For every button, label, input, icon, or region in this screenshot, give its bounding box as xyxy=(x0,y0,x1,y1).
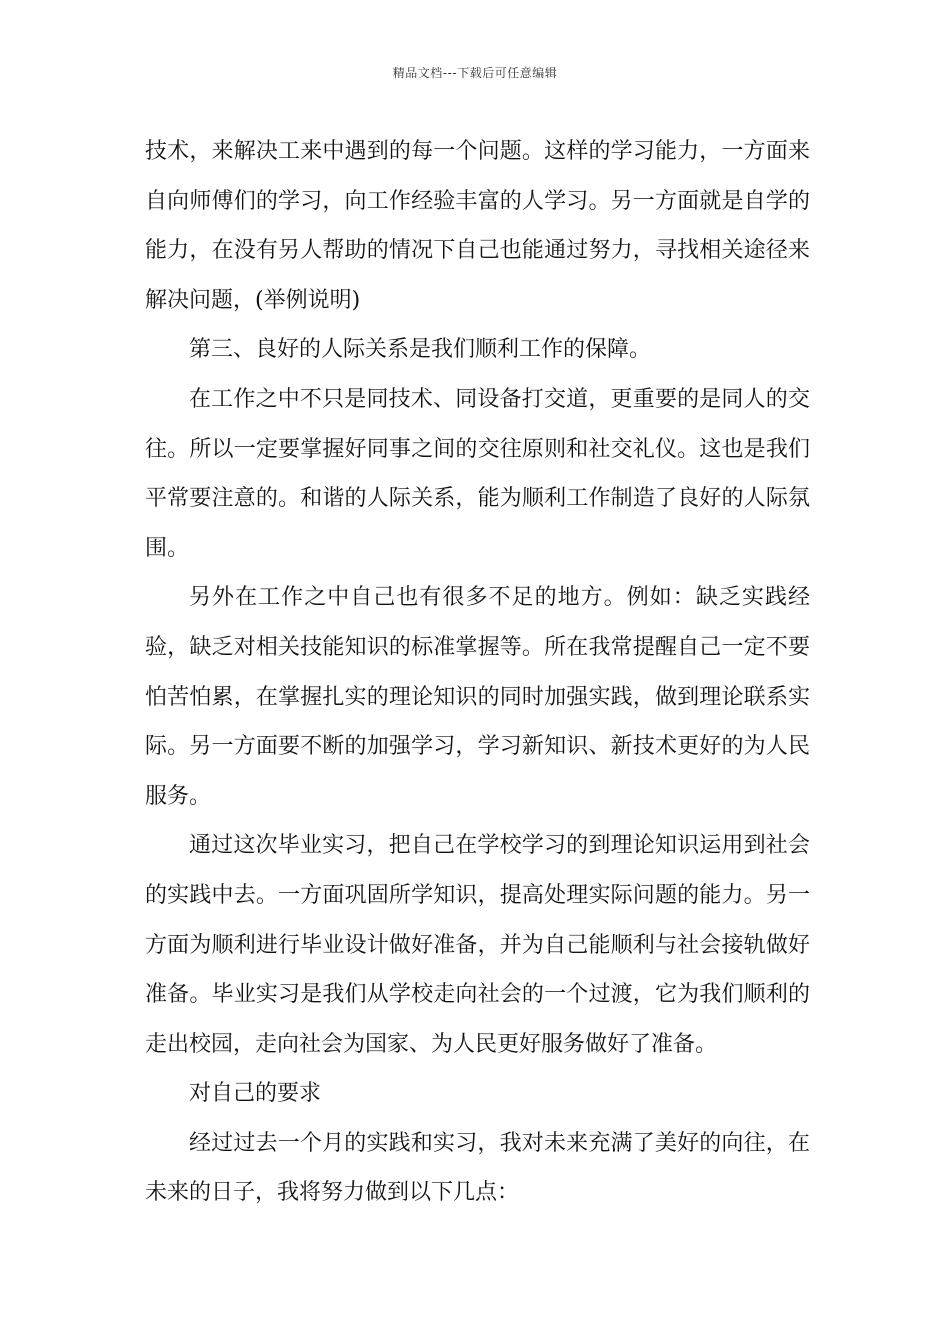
paragraph: 另外在工作之中自己也有很多不足的地方。例如：缺乏实践经验，缺乏对相关技能知识的标准掌握等。所在我常提醒自己一定不要怕苦怕累，在掌握扎实的理论知识的同时加强实践，做到理论联系实际。另一方面要不断的加强学习，学习新知识、新技术更好的为人民服务。 xyxy=(145,585,810,809)
paragraph-heading-third: 第三、良好的人际关系是我们顺利工作的保障。 xyxy=(189,337,652,363)
paragraph-heading-requirements: 对自己的要求 xyxy=(189,1081,322,1107)
document-body xyxy=(145,127,810,1218)
paragraph-continued: 技术，来解决工来中遇到的每一个问题。这样的学习能力，一方面来自向师傅们的学习，向工作经验丰富的人学习。另一方面就是自学的能力，在没有另人帮助的情况下自己也能通过努力，寻找相关途径来解决问题，(举例说明) xyxy=(145,139,810,313)
paragraph: 经过过去一个月的实践和实习，我对未来充满了美好的向往，在未来的日子，我将努力做到以下几点： xyxy=(145,1130,810,1206)
page-header: 精品文档---下载后可任意编辑 xyxy=(392,66,558,80)
paragraph: 在工作之中不只是同技术、同设备打交道，更重要的是同人的交往。所以一定要掌握好同事之间的交往原则和社交礼仪。这也是我们平常要注意的。和谐的人际关系，能为顺利工作制造了良好的人际氛围。 xyxy=(145,386,810,561)
paragraph: 通过这次毕业实习，把自己在学校学习的到理论知识运用到社会的实践中去。一方面巩固所学知识，提高处理实际问题的能力。另一方面为顺利进行毕业设计做好准备，并为自己能顺利与社会接轨做好准备。毕业实习是我们从学校走向社会的一个过渡，它为我们顺利的走出校园，走向社会为国家、为人民更好服务做好了准备。 xyxy=(145,833,810,1057)
